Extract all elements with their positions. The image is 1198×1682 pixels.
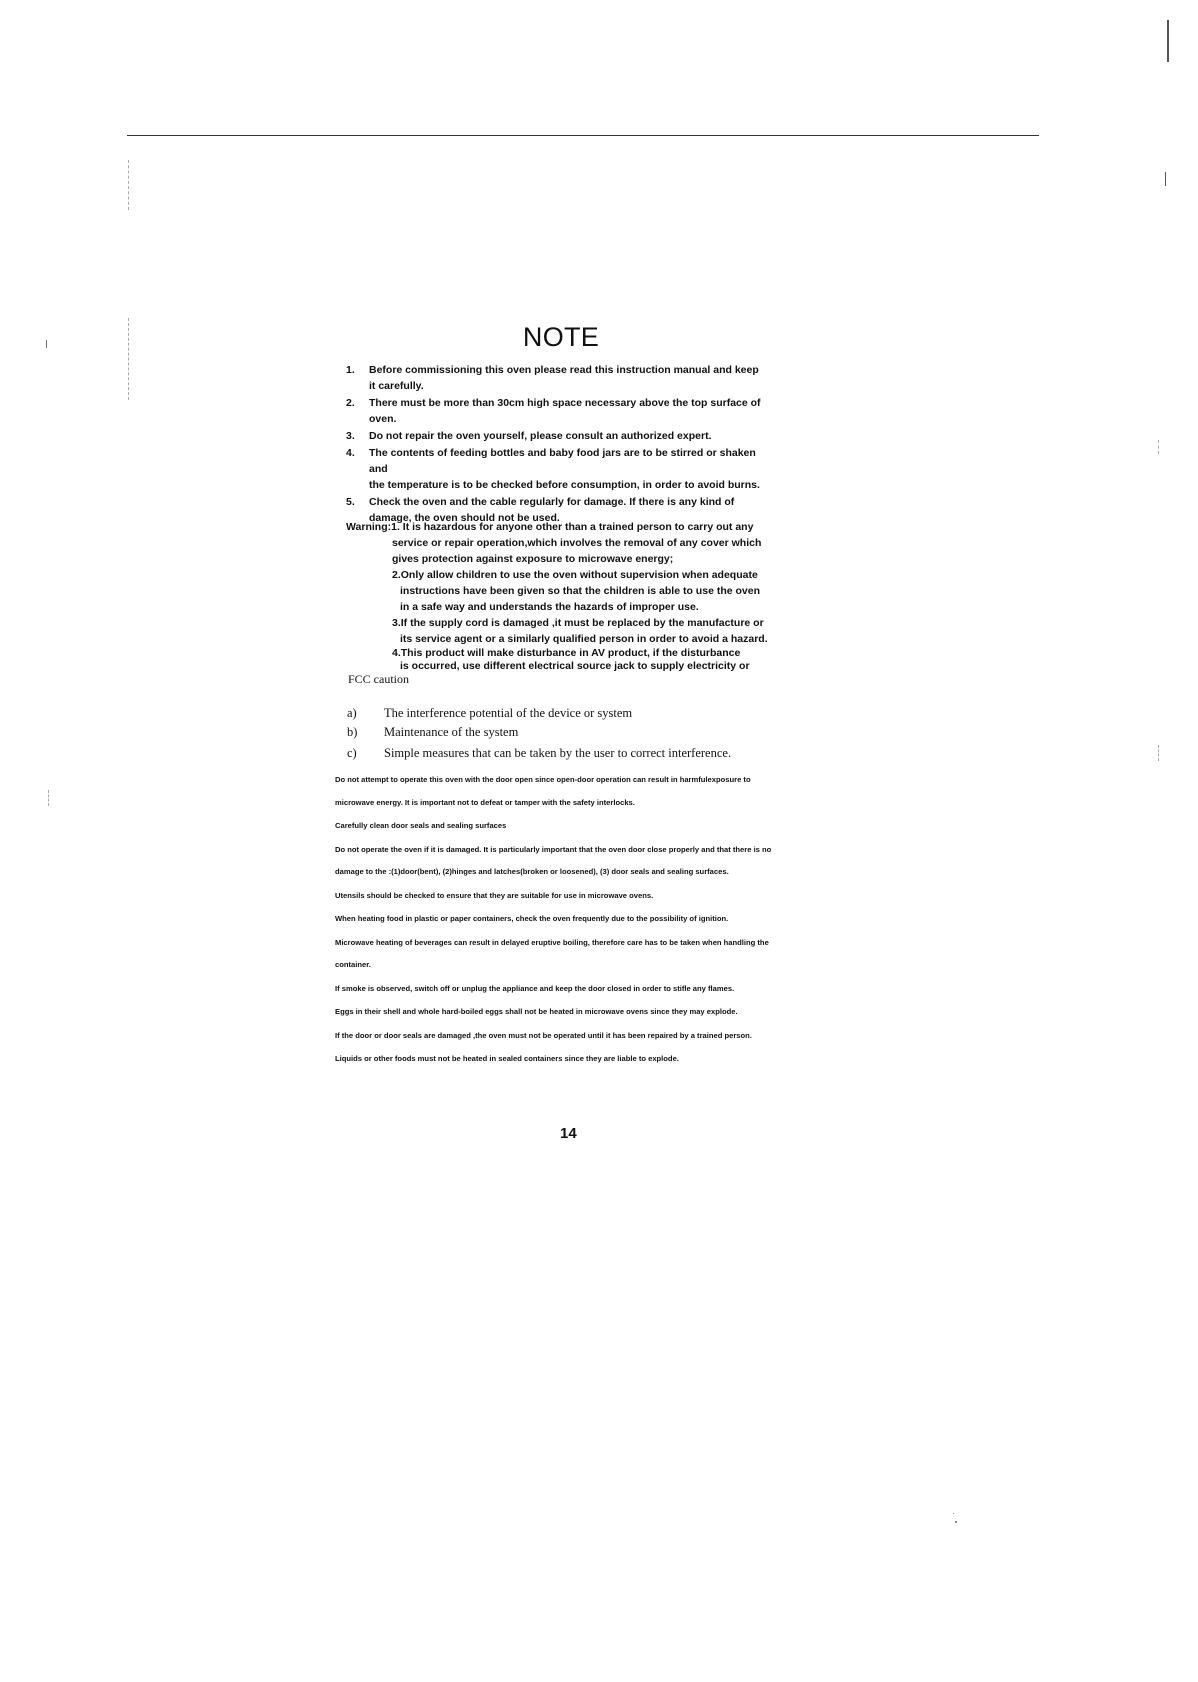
list-item [335,820,835,832]
fcc-caution-heading: FCC caution [348,672,410,686]
scan-margin-mark [128,160,129,210]
warning-item-text: instructions have been given so that the children is able to use the oven [400,585,760,597]
note-list [346,362,776,527]
warning-item-text: 1. It is hazardous for anyone other than a trained person to carry out any [391,521,754,533]
item-number: c) [347,746,357,760]
warning-item-text: 2.Only allow children to use the oven without supervision when adequate [392,569,758,581]
list-item [335,937,835,971]
item-text: Carefully clean door seals and sealing surfaces [335,821,507,830]
scan-margin-mark [48,790,49,806]
item-text: Check the oven and the cable regularly for damage. If there is any kind of [369,496,735,508]
item-text: damage, the oven should not be used. [369,512,560,524]
warning-block [346,519,796,673]
item-text: Before commissioning this oven please read this instruction manual and keep [369,364,759,376]
item-text: Do not operate the oven if it is damaged. It is particularly important that the oven door close properly and that there is no [335,844,772,854]
item-text: Utensils should be checked to ensure that they are suitable for use in microwave ovens. [335,890,654,900]
list-item [335,913,835,925]
list-item [346,362,776,394]
list-item [347,704,807,723]
warning-item-text: gives protection against exposure to microwave energy; [392,553,674,565]
item-text: The contents of feeding bottles and baby food jars are to be stirred or shaken and [369,447,756,475]
item-text: microwave energy. It is important not to defeat or tamper with the safety interlocks. [335,797,635,807]
fcc-list [347,704,807,763]
item-text: Do not attempt to operate this oven with the door open since open-door operation can result in harmfulexposure to [335,775,751,784]
list-item [347,744,807,763]
page-number: 14 [560,1125,577,1142]
list-item [346,445,776,493]
item-text: There must be more than 30cm high space necessary above the top surface of [369,397,761,409]
item-text: damage to the :(1)door(bent), (2)hinges and latches(broken or loosened), (3) door seals and sealing surfaces. [335,867,729,876]
list-item [335,844,835,878]
warning-item-text: in a safe way and understands the hazards of improper use. [400,601,699,613]
item-text: it carefully. [369,380,424,392]
item-text: If the door or door seals are damaged ,the oven must not be operated until it has been repaired by a trained person. [335,1030,752,1040]
warning-item [346,567,796,615]
scan-margin-mark [1158,745,1159,761]
list-item [346,395,776,427]
warning-item-text: 3.If the supply cord is damaged ,it must be replaced by the manufacture or [392,617,764,629]
warning-item [346,615,796,647]
warning-heading: Warning: [346,521,392,533]
list-item [335,1030,835,1042]
item-text: Simple measures that can be taken by the user to correct interference. [384,746,732,760]
warning-item-text: service or repair operation,which involves the removal of any cover which [392,537,762,549]
list-item [347,723,807,742]
scan-margin-mark [1165,172,1166,186]
item-text: Do not repair the oven yourself, please consult an authorized expert. [369,430,712,442]
scan-speck [955,1521,957,1523]
item-number: 4. [346,447,355,459]
safety-notes [335,774,835,1077]
list-item [335,983,835,995]
item-number: 3. [346,430,355,442]
item-text: When heating food in plastic or paper containers, check the oven frequently due to the possibility of ignition. [335,914,729,923]
item-text: the temperature is to be checked before consumption, in order to avoid burns. [369,479,760,491]
list-item [335,1006,835,1018]
item-number: 1. [346,364,355,376]
warning-item-text: its service agent or a similarly qualified person in order to avoid a hazard. [400,633,768,645]
list-item [335,890,835,902]
warning-item-text: 4.This product will make disturbance in AV product, if the disturbance [392,647,741,659]
item-text: If smoke is observed, switch off or unplug the appliance and keep the door closed in order to stifle any flames. [335,983,735,993]
item-number: 5. [346,496,355,508]
scan-margin-mark [1167,20,1169,62]
list-item [335,1053,835,1065]
warning-item [346,535,796,567]
item-text: Maintenance of the system [384,725,519,739]
warning-item-text: is occurred, use different electrical source jack to supply electricity or [400,660,750,672]
item-text: oven. [369,413,397,425]
item-number: 2. [346,397,355,409]
item-text: The interference potential of the device or system [384,706,633,720]
top-rule [127,135,1039,136]
scan-speck [953,1513,954,1514]
item-text: container. [335,960,371,969]
item-number: a) [347,706,357,720]
list-item [335,774,835,808]
item-text: Eggs in their shell and whole hard-boiled eggs shall not be heated in microwave ovens since they may explode. [335,1007,738,1016]
page-title: NOTE [522,322,600,352]
item-number: b) [347,725,358,739]
scan-margin-mark [1158,440,1159,454]
list-item [346,428,776,444]
item-text: Microwave heating of beverages can result in delayed eruptive boiling, therefore care has to be taken when handling the [335,937,769,947]
item-text: Liquids or other foods must not be heated in sealed containers since they are liable to explode. [335,1054,679,1063]
warning-item [346,647,796,673]
